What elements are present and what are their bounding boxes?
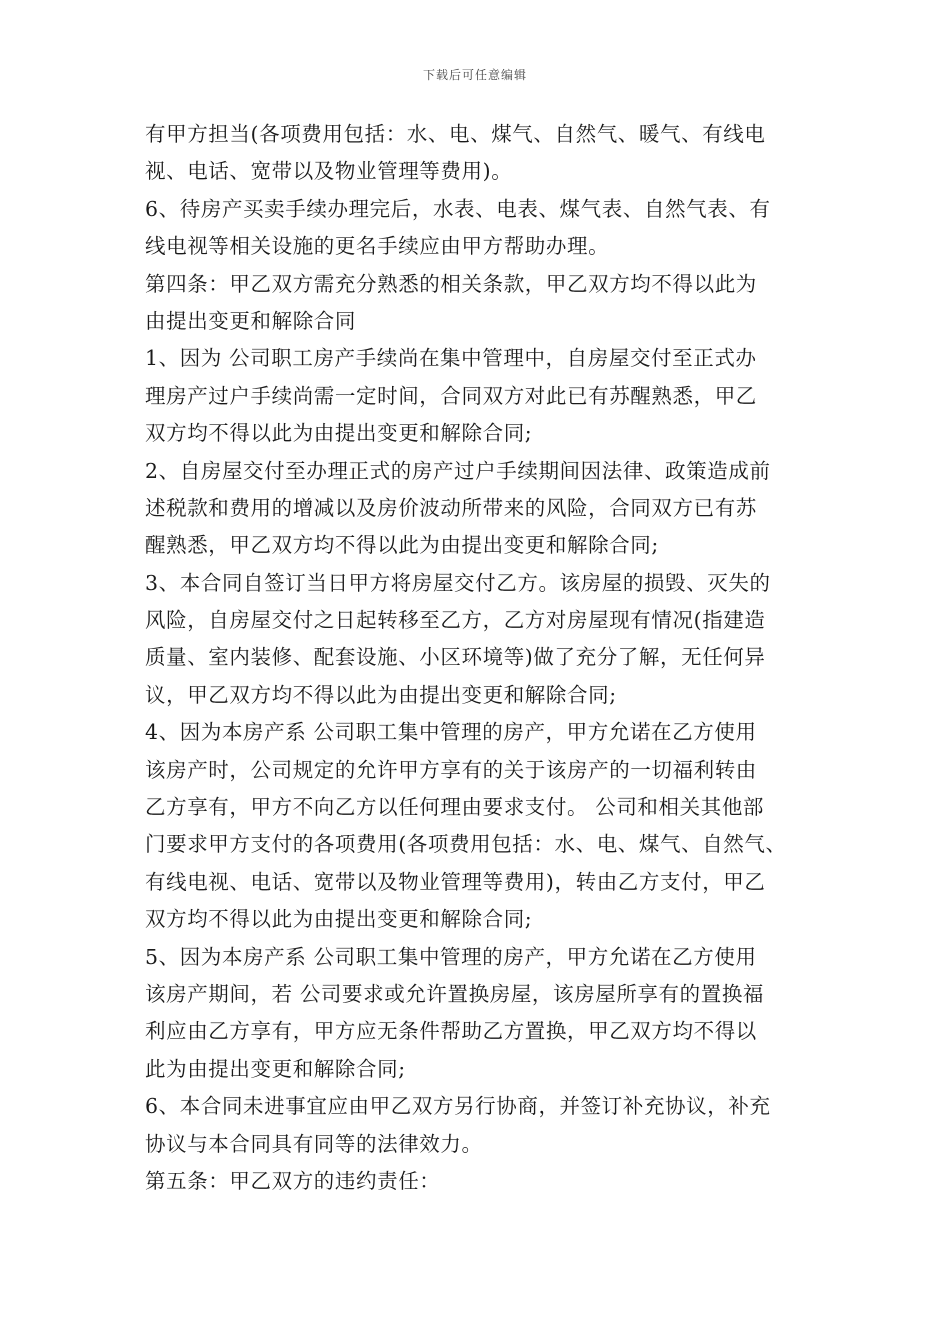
text-line: 6、本合同未进事宜应由甲乙双方另行协商，并签订补充协议，补充 (145, 1094, 771, 1119)
text-line: 有线电视、电话、宽带以及物业管理等费用)，转由乙方支付，甲乙 (145, 869, 766, 894)
text-line: 第五条：甲乙双方的违约责任： (145, 1168, 441, 1193)
text-line: 利应由乙方享有，甲方应无条件帮助乙方置换，甲乙双方均不得以 (145, 1019, 757, 1044)
text-line: 协议与本合同具有同等的法律效力。 (145, 1131, 483, 1156)
document-body (145, 116, 825, 1200)
text-line: 乙方享有，甲方不向乙方以任何理由要求支付。 公司和相关其他部 (145, 795, 765, 820)
text-line: 议，甲乙双方均不得以此为由提出变更和解除合同; (145, 682, 617, 707)
text-line: 由提出变更和解除合同 (145, 308, 356, 333)
text-line: 该房产时，公司规定的允许甲方享有的关于该房产的一切福利转由 (145, 757, 757, 782)
text-line: 双方均不得以此为由提出变更和解除合同; (145, 421, 533, 446)
text-line: 门要求甲方支付的各项费用(各项费用包括：水、电、煤气、自然气、 (145, 832, 787, 857)
text-line: 1、因为 公司职工房产手续尚在集中管理中，自房屋交付至正式办 (145, 346, 757, 371)
text-line: 有甲方担当(各项费用包括：水、电、煤气、自然气、暖气、有线电 (145, 122, 766, 146)
text-line: 第四条：甲乙双方需充分熟悉的相关条款，甲乙双方均不得以此为 (145, 271, 757, 296)
text-line: 理房产过户手续尚需一定时间，合同双方对此已有苏醒熟悉，甲乙 (145, 383, 757, 408)
text-line: 风险，自房屋交付之日起转移至乙方，乙方对房屋现有情况(指建造 (145, 608, 766, 633)
text-line: 该房产期间，若 公司要求或允许置换房屋，该房屋所享有的置换福 (145, 981, 765, 1006)
text-line: 视、电话、宽带以及物业管理等费用)。 (145, 159, 513, 184)
text-line: 3、本合同自签订当日甲方将房屋交付乙方。该房屋的损毁、灭失的 (145, 570, 771, 595)
page-header: 下载后可任意编辑 (422, 68, 527, 82)
text-line: 6、待房产买卖手续办理完后，水表、电表、煤气表、自然气表、有 (145, 196, 771, 221)
text-line: 2、自房屋交付至办理正式的房产过户手续期间因法律、政策造成前 (145, 458, 771, 483)
text-line: 此为由提出变更和解除合同; (145, 1056, 406, 1081)
text-line: 双方均不得以此为由提出变更和解除合同; (145, 907, 533, 932)
text-line: 述税款和费用的增减以及房价波动所带来的风险，合同双方已有苏 (145, 495, 757, 520)
text-line: 5、因为本房产系 公司职工集中管理的房产，甲方允诺在乙方使用 (145, 944, 757, 969)
text-line: 4、因为本房产系 公司职工集中管理的房产，甲方允诺在乙方使用 (145, 720, 757, 745)
text-line: 质量、室内装修、配套设施、小区环境等)做了充分了解，无任何异 (145, 645, 766, 670)
text-line: 醒熟悉，甲乙双方均不得以此为由提出变更和解除合同; (145, 533, 659, 558)
text-line: 线电视等相关设施的更名手续应由甲方帮助办理。 (145, 234, 610, 259)
